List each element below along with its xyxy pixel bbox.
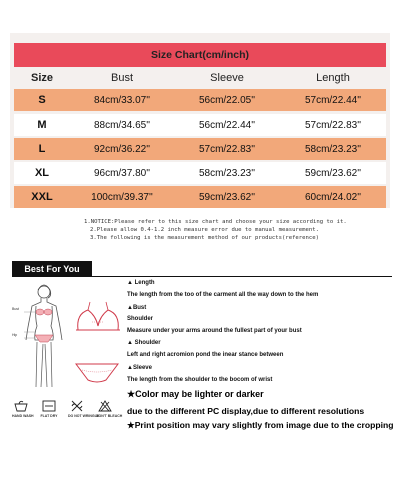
- table-row: [14, 114, 386, 136]
- length-cell: 57cm/22.83'': [304, 119, 362, 131]
- header-size: Size: [30, 72, 53, 84]
- care-item: [68, 400, 100, 418]
- table-row: [14, 186, 386, 208]
- care-item: [12, 400, 34, 418]
- divider: [92, 276, 392, 277]
- length-text: The length from the too of the carment all the way down to the hem: [127, 292, 319, 298]
- bra-illustration: [72, 300, 124, 338]
- size-cell: XL: [34, 167, 50, 179]
- flat-dry-icon: [42, 400, 56, 412]
- do-not-bleach-icon: [98, 400, 112, 412]
- notice-line: 1.NOTICE:Please refer to this size chart and choose your size according to it.: [84, 219, 347, 225]
- notice-block: [10, 218, 390, 246]
- sleeve-cell: 59cm/23.62'': [198, 191, 256, 203]
- sleeve-heading: ▲Sleeve: [127, 365, 152, 371]
- size-chart-header: [14, 67, 386, 89]
- care-instructions: [12, 400, 122, 440]
- sleeve-cell: 57cm/22.83'': [198, 143, 256, 155]
- body-figure-illustration: [14, 282, 74, 392]
- bust-cell: 92cm/36.22'': [93, 143, 151, 155]
- color-warning: ★Color may be lighter or darker: [127, 389, 264, 399]
- bust-cell: 84cm/33.07'': [93, 94, 151, 106]
- care-label: DO NOT WRINGLE: [68, 414, 100, 418]
- notice-line: 3.The following is the measurement method of our products(reference): [90, 235, 320, 241]
- header-bust: Bust: [110, 72, 133, 84]
- do-not-wring-icon: [70, 400, 84, 412]
- table-row: [14, 89, 386, 111]
- figure-label-hip: Hip: [12, 333, 18, 337]
- size-cell: L: [38, 143, 46, 155]
- bust-heading: ▲Bust: [127, 305, 147, 311]
- sleeve-cell: 56cm/22.44'': [198, 119, 256, 131]
- size-chart-title: Size Chart(cm/inch): [14, 43, 386, 67]
- care-item: [40, 400, 58, 418]
- sleeve-cell: 58cm/23.23'': [198, 167, 256, 179]
- length-cell: 60cm/24.02'': [304, 191, 362, 203]
- hand-wash-icon: [14, 400, 28, 412]
- size-cell: XXL: [31, 191, 53, 203]
- figure-label-bust: Bust: [12, 307, 20, 311]
- table-row: [14, 162, 386, 184]
- header-length: Length: [316, 72, 350, 84]
- bust-cell: 96cm/37.80'': [93, 167, 151, 179]
- best-for-you-banner: Best For You: [12, 261, 92, 277]
- bust-sub-heading: Shoulder: [127, 316, 154, 322]
- care-label: FLAT DRY: [40, 414, 58, 418]
- care-label: DON'T BLEACH: [96, 414, 123, 418]
- bust-text: Measure under your arms around the fullest part of your bust: [127, 328, 302, 334]
- bust-cell: 100cm/39.37'': [91, 191, 153, 203]
- size-cell: S: [38, 94, 46, 106]
- length-cell: 59cm/23.62'': [304, 167, 362, 179]
- care-label: HAND WASH: [12, 414, 34, 418]
- header-sleeve: Sleeve: [210, 72, 244, 84]
- sleeve-text: The length from the shoulder to the bocom of wrist: [127, 377, 273, 383]
- care-item: [96, 400, 123, 418]
- display-warning: due to the different PC display,due to different resolutions: [127, 406, 365, 416]
- length-cell: 57cm/22.44'': [304, 94, 362, 106]
- size-cell: M: [37, 119, 47, 131]
- notice-line: 2.Please allow 0.4-1.2 inch measure error due to manual measurement.: [90, 227, 320, 233]
- length-cell: 58cm/23.23'': [304, 143, 362, 155]
- length-heading: ▲ Length: [127, 280, 155, 286]
- panty-illustration: [74, 360, 120, 386]
- print-warning: ★Print position may vary slightly from image due to the cropping: [127, 420, 394, 430]
- table-row: [14, 138, 386, 160]
- shoulder-heading: ▲ Shoulder: [127, 340, 161, 346]
- shoulder-text: Left and right acromion pond the inear stance between: [127, 352, 284, 358]
- bust-cell: 88cm/34.65'': [93, 119, 151, 131]
- sleeve-cell: 56cm/22.05'': [198, 94, 256, 106]
